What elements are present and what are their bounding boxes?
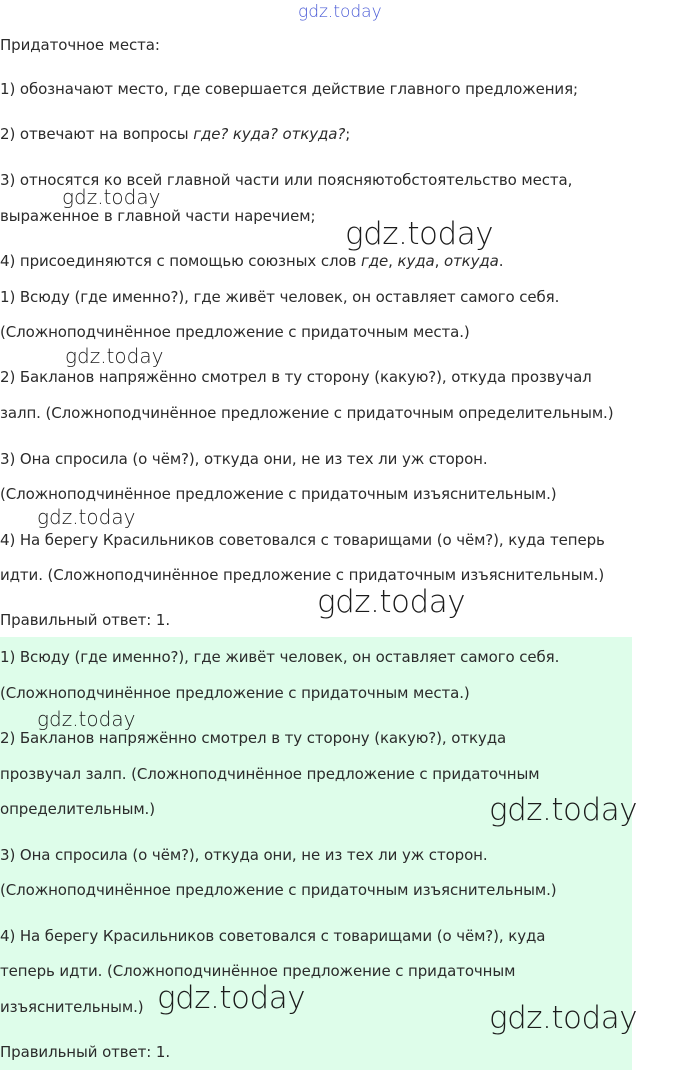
watermark: gdz.today [489, 792, 638, 828]
watermark: gdz.today [489, 1000, 638, 1036]
watermark: gdz.today [37, 707, 136, 731]
answer-box-answer-text: Правильный ответ: 1. [0, 1043, 171, 1061]
example-4-line-1: 4) На берегу Красильников советовался с товарищами (о чём?), куда теперь [0, 531, 605, 549]
rule-2-end: ; [345, 125, 351, 143]
watermark: gdz.today [62, 185, 161, 209]
site-watermark: gdz.today [298, 2, 382, 22]
rule-2-questions: где? куда? откуда? [193, 125, 346, 143]
example-2-line-1: 2) Бакланов напряжённо смотрел в ту сторону (какую?), откуда прозвучал [0, 368, 592, 386]
rule-4 [0, 252, 503, 270]
rule-4-end: . [498, 252, 504, 270]
answer-box-3-line-2: (Сложноподчинённое предложение с придаточным изъяснительным.) [0, 881, 557, 899]
answer-box-1-line-1: 1) Всюду (где именно?), где живёт человек, он оставляет самого себя. [0, 648, 560, 666]
rule-4-text: 4) присоединяются с помощью союзных слов [0, 252, 361, 270]
answer-box-2-line-1: 2) Бакланов напряжённо смотрел в ту сторону (какую?), откуда [0, 729, 507, 747]
rule-1: 1) обозначают место, где совершается действие главного предложения; [0, 80, 578, 98]
answer-text: Правильный ответ: 1. [0, 611, 171, 629]
answer-box-2-line-2: прозвучал залп. (Сложноподчинённое предложение с придаточным [0, 765, 540, 783]
watermark: gdz.today [345, 216, 494, 252]
example-4-line-2: идти. (Сложноподчинённое предложение с придаточным изъяснительным.) [0, 566, 605, 584]
watermark: gdz.today [65, 344, 164, 368]
answer-box-4-line-1: 4) На берегу Красильников советовался с товарищами (о чём?), куда [0, 927, 546, 945]
answer-box-2-line-3: определительным.) [0, 800, 155, 818]
page-title: Придаточное места: [0, 36, 160, 54]
answer-box-4-line-3: изъяснительным.) [0, 998, 144, 1016]
example-3-line-2: (Сложноподчинённое предложение с придаточным изъяснительным.) [0, 485, 557, 503]
example-1-line-2: (Сложноподчинённое предложение с придаточным места.) [0, 323, 470, 341]
rule-4-word-1: где [360, 252, 389, 270]
rule-2 [0, 125, 350, 143]
rule-2-text: 2) отвечают на вопросы [0, 125, 194, 143]
watermark: gdz.today [37, 505, 136, 529]
rule-4-sep-2: , [434, 252, 444, 270]
watermark: gdz.today [157, 980, 306, 1016]
watermark: gdz.today [317, 584, 466, 620]
example-2-line-2: залп. (Сложноподчинённое предложение с придаточным определительным.) [0, 404, 614, 422]
rule-3-line-2: выраженное в главной части наречием; [0, 207, 316, 225]
rule-3-line-1: 3) относятся ко всей главной части или поясняютобстоятельство места, [0, 171, 573, 189]
rule-4-word-3: откуда [443, 252, 499, 270]
answer-box-1-line-2: (Сложноподчинённое предложение с придаточным места.) [0, 684, 470, 702]
rule-4-sep-1: , [388, 252, 398, 270]
example-1-line-1: 1) Всюду (где именно?), где живёт человек, он оставляет самого себя. [0, 288, 560, 306]
answer-box-4-line-2: теперь идти. (Сложноподчинённое предложение с придаточным [0, 962, 516, 980]
rule-4-word-2: куда [397, 252, 435, 270]
answer-box-3-line-1: 3) Она спросила (о чём?), откуда они, не из тех ли уж сторон. [0, 846, 488, 864]
example-3-line-1: 3) Она спросила (о чём?), откуда они, не из тех ли уж сторон. [0, 450, 488, 468]
